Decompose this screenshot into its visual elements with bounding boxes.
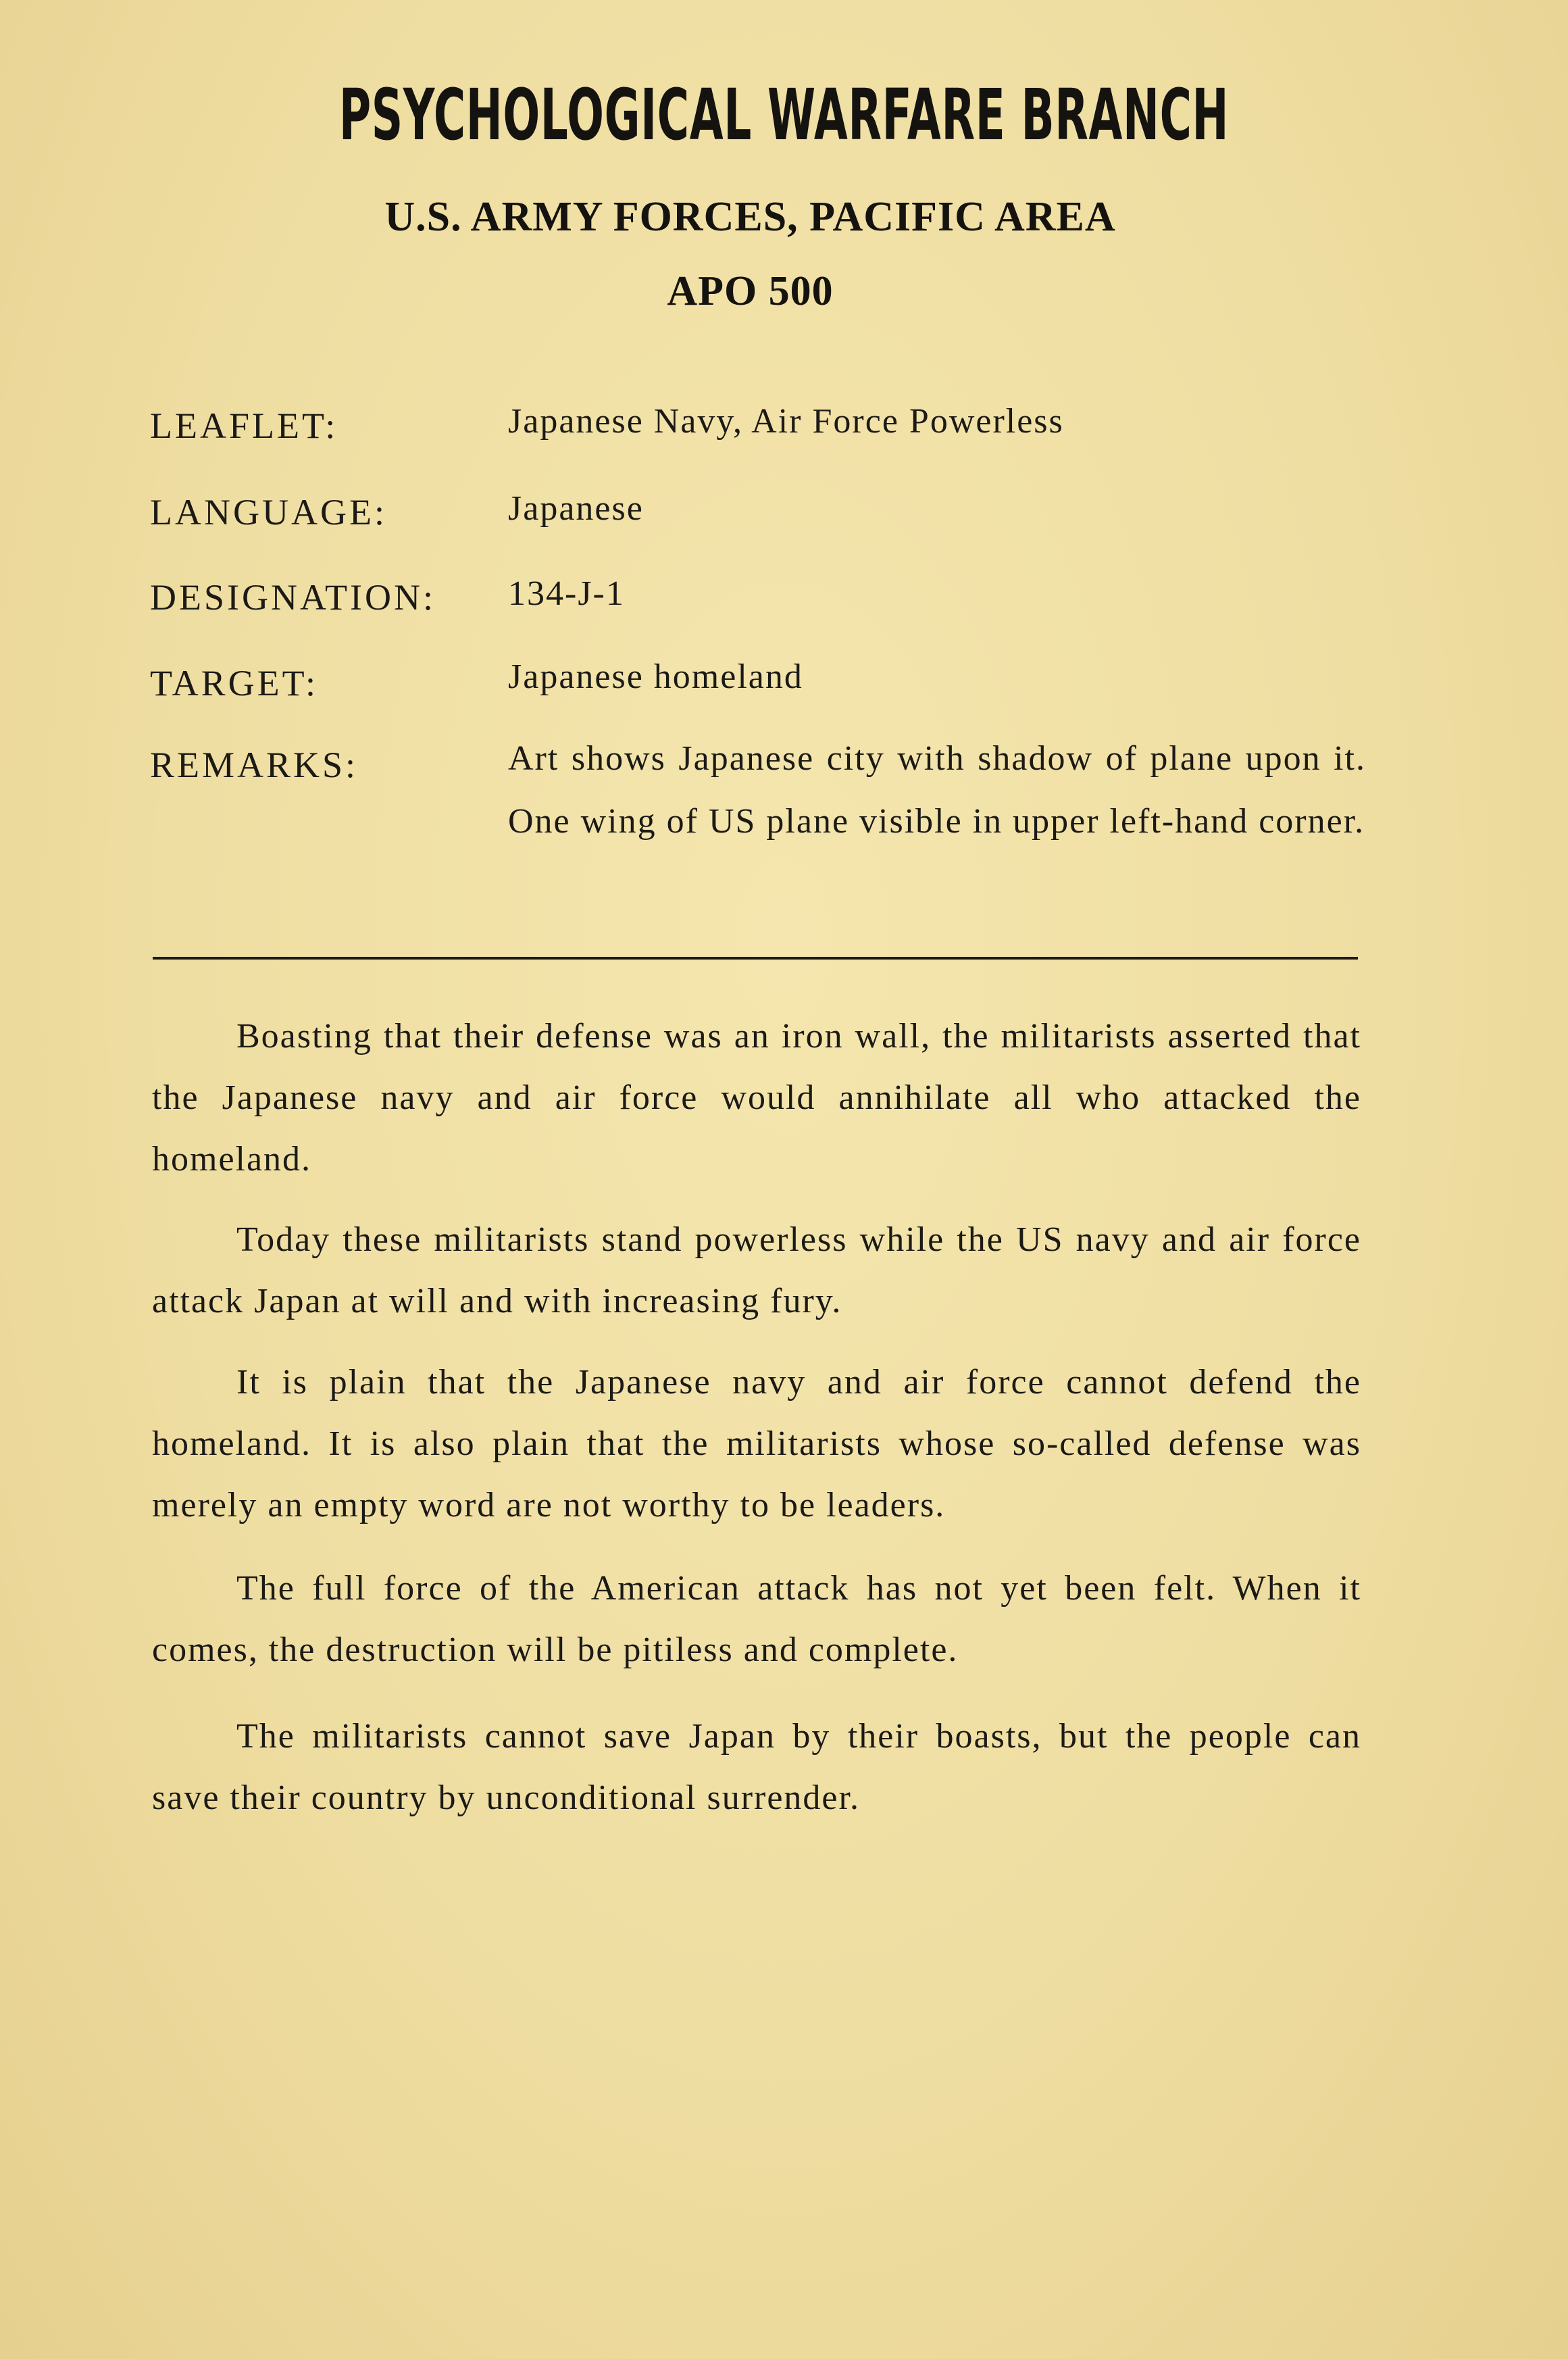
body-paragraph: The militarists cannot save Japan by their boasts, but the people can save their country by unconditional surrender. [152,1717,1361,1817]
document-subtitle: U.S. ARMY FORCES, PACIFIC AREA [384,194,1116,240]
body-paragraph: Today these militarists stand powerless while the US navy and air force attack Japan at will and with increasing fury. [152,1220,1361,1320]
field-value-language: Japanese [508,489,644,528]
field-value-target: Japanese homeland [508,657,803,696]
field-value-leaflet: Japanese Navy, Air Force Powerless [508,402,1064,441]
field-label-target: TARGET: [150,663,318,703]
field-value-remarks: Art shows Japanese city with shadow of plane upon it. One wing of US plane visible in upper left-hand corner. [508,739,1366,841]
apo-number: APO 500 [667,268,834,314]
body-paragraph: Boasting that their defense was an iron wall, the militarists asserted that the Japanese navy and air force would annihilate all who attacked the homeland. [152,1017,1361,1178]
field-label-leaflet: LEAFLET: [150,405,338,446]
horizontal-rule [153,957,1358,960]
field-label-language: LANGUAGE: [150,492,387,532]
document-title: PSYCHOLOGICAL WARFARE BRANCH [338,74,1230,156]
field-value-designation: 134-J-1 [508,574,625,613]
field-label-designation: DESIGNATION: [150,577,436,618]
field-label-remarks: REMARKS: [150,745,359,785]
body-paragraph: The full force of the American attack has not yet been felt. When it comes, the destruction will be pitiless and complete. [152,1569,1361,1669]
body-paragraph: It is plain that the Japanese navy and air force cannot defend the homeland. It is also plain that the militarists whose so-called defense was merely an empty word are not worthy to be leaders. [152,1363,1361,1524]
